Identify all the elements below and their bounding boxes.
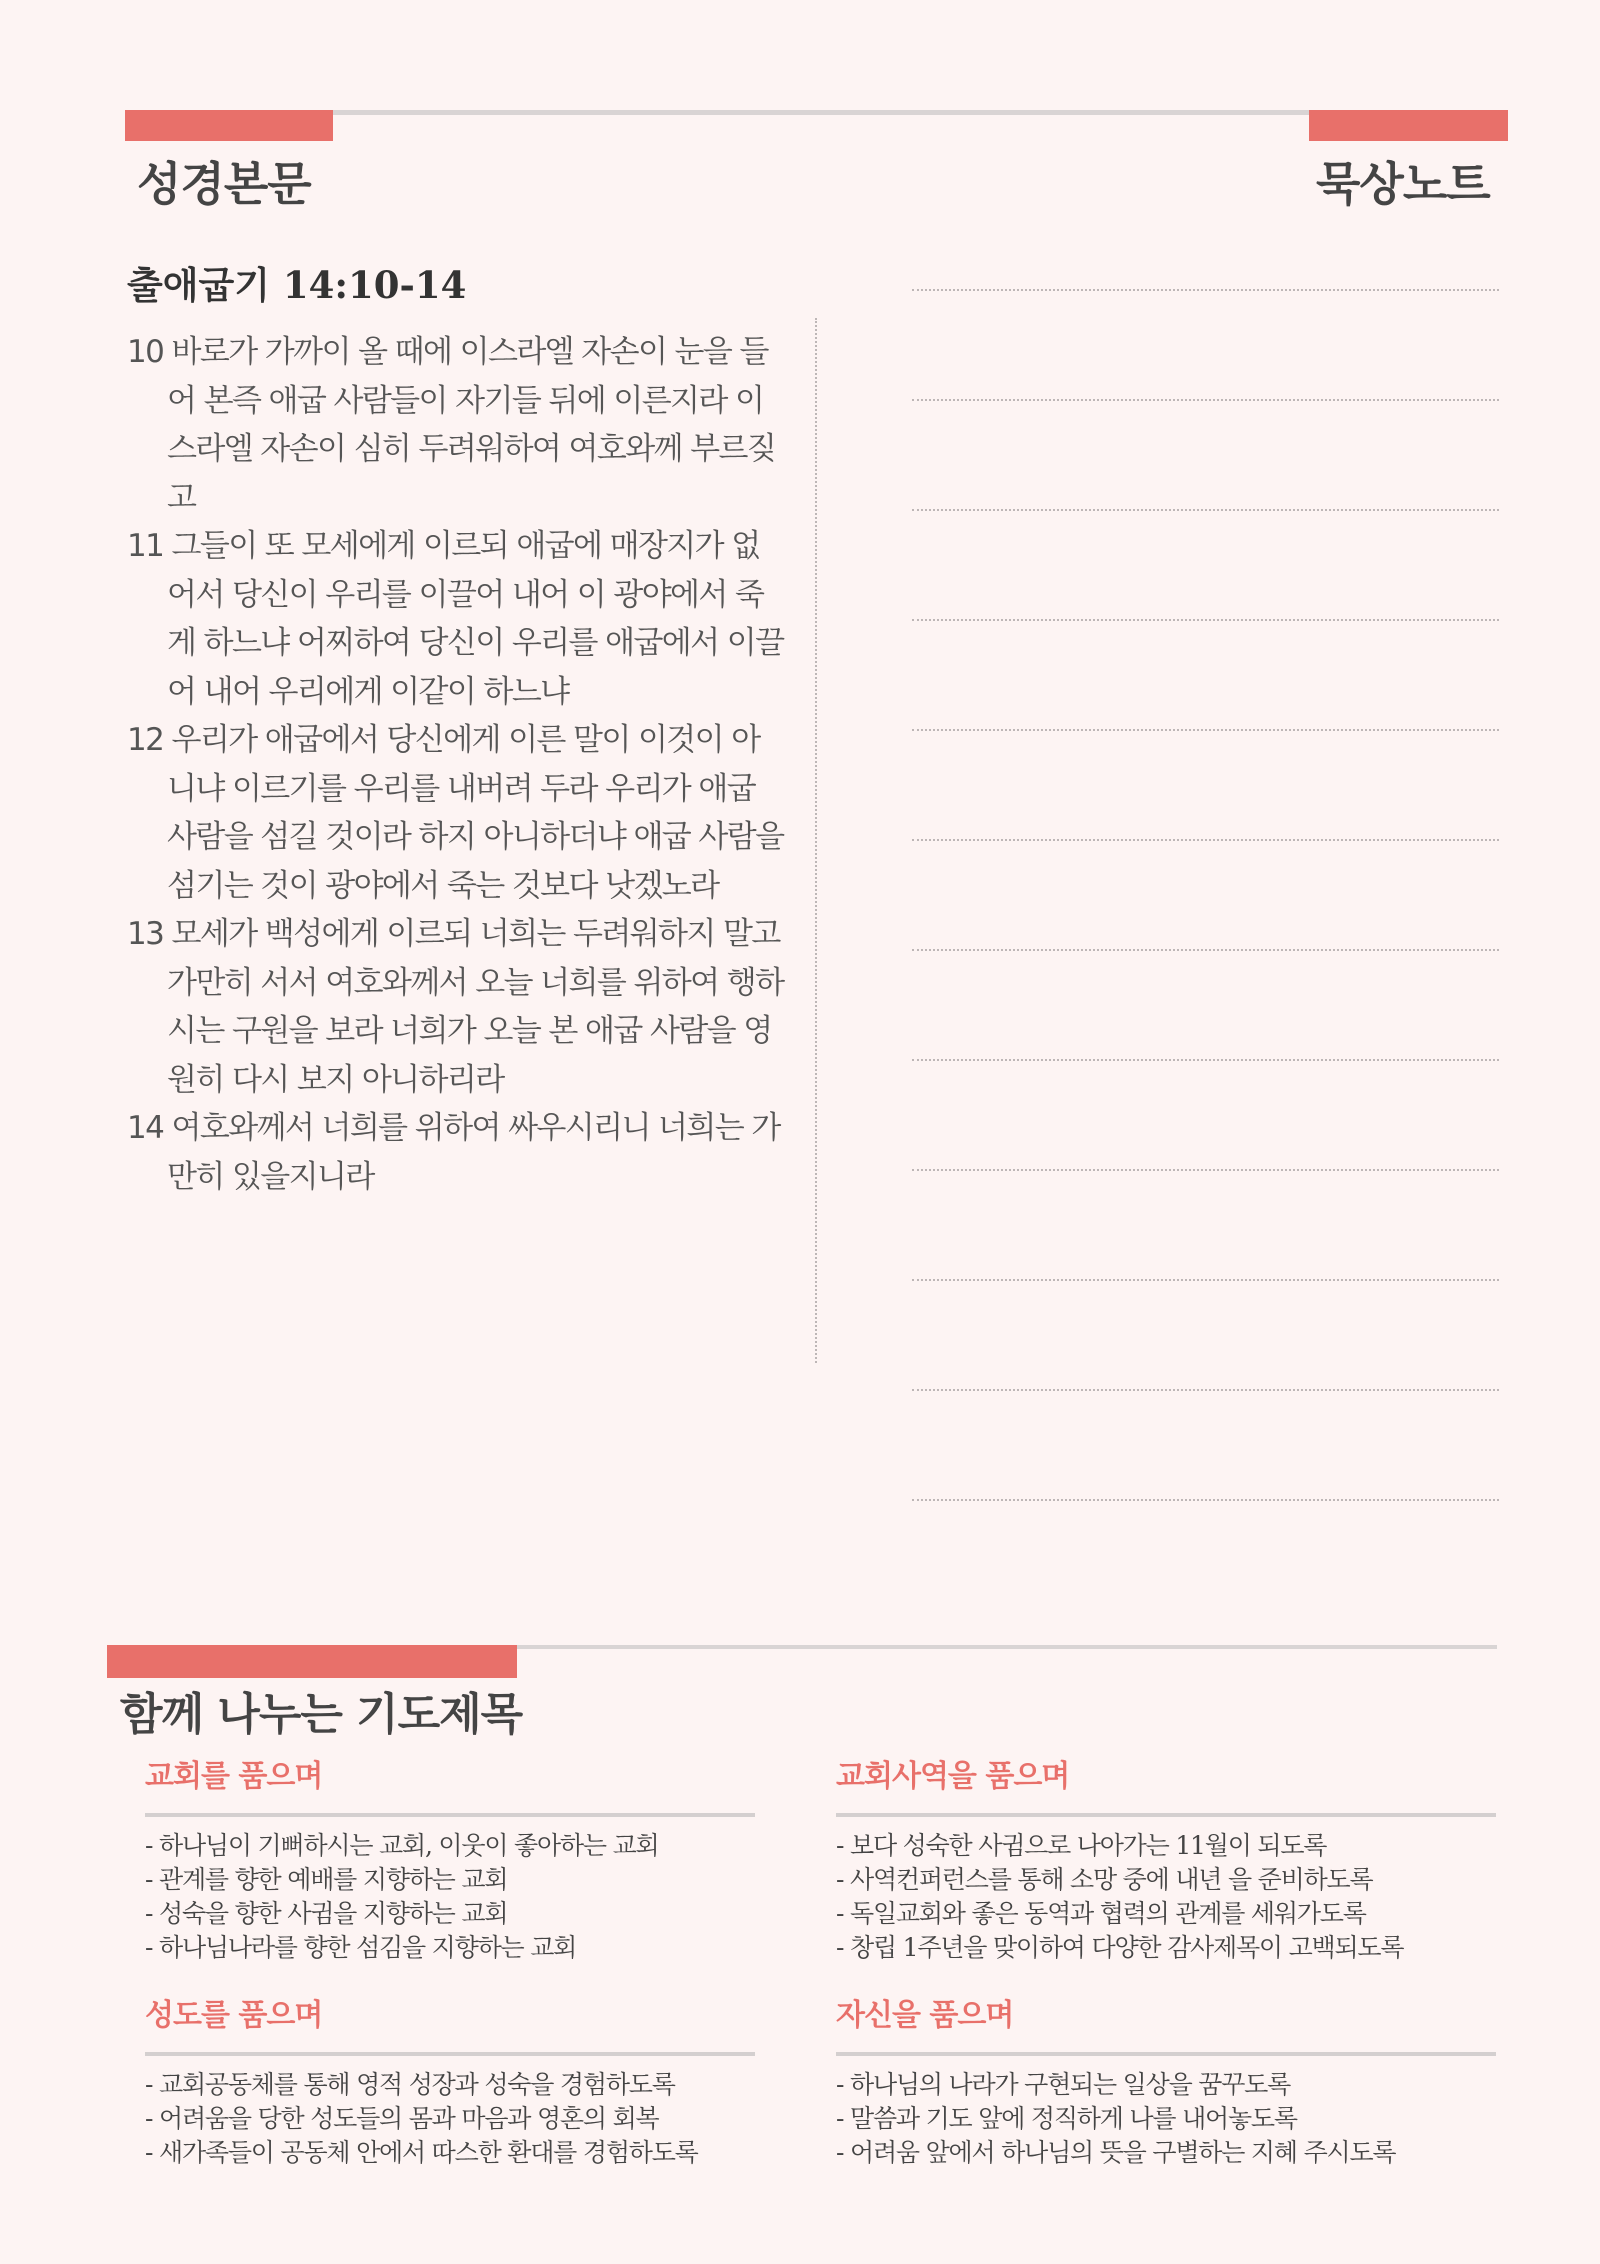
prayer-item: - 창립 1주년을 맞이하여 다양한 감사제목이 고백되도록 — [836, 1933, 1404, 1962]
prayer-item: - 관계를 향한 예배를 지향하는 교회 — [145, 1865, 508, 1894]
prayer-list — [145, 1829, 755, 1965]
prayer-item: - 어려움 앞에서 하나님의 뜻을 구별하는 지혜 주시도록 — [836, 2138, 1396, 2167]
note-line — [912, 729, 1499, 731]
prayer-section-title: 함께 나누는 기도제목 — [120, 1689, 523, 1740]
verse: 14 여호와께서 너희를 위하여 싸우시리니 너희는 가만히 있을지니라 — [127, 1110, 780, 1195]
prayer-item: - 하나님나라를 향한 섬김을 지향하는 교회 — [145, 1933, 577, 1962]
note-line — [912, 949, 1499, 951]
scripture-text — [127, 328, 787, 1201]
column-divider — [815, 318, 817, 1363]
section-accent-bar — [125, 110, 333, 141]
meditation-note-title: 묵상노트 — [1316, 157, 1490, 211]
prayer-group-ministry — [836, 1755, 1496, 1965]
note-line — [912, 1059, 1499, 1061]
note-line — [912, 1499, 1499, 1501]
prayer-list — [145, 2068, 755, 2170]
section-accent-bar — [107, 1645, 517, 1678]
verse: 13 모세가 백성에게 이르되 너희는 두려워하지 말고 가만히 서서 여호와께서 오늘 너희를 위하여 행하시는 구원을 보라 너희가 오늘 본 애굽 사람을 영원히 다시 보지 아니하리라 — [127, 916, 784, 1098]
prayer-group-divider — [145, 1813, 755, 1817]
prayer-item: - 하나님의 나라가 구현되는 일상을 꿈꾸도록 — [836, 2070, 1291, 2099]
prayer-item: - 어려움을 당한 성도들의 몸과 마음과 영혼의 회복 — [145, 2104, 659, 2133]
scripture-section-title: 성경본문 — [137, 157, 311, 211]
verse: 11 그들이 또 모세에게 이르되 애굽에 매장지가 없어서 당신이 우리를 이끌어 내어 이 광야에서 죽게 하느냐 어찌하여 당신이 우리를 애굽에서 이끌어 내어 우리에게 이같이 하느냐 — [127, 528, 784, 710]
prayer-item: - 교회공동체를 통해 영적 성장과 성숙을 경험하도록 — [145, 2070, 675, 2099]
prayer-group-title: 성도를 품으며 — [145, 1998, 323, 2033]
prayer-list — [836, 1829, 1496, 1965]
note-line — [912, 619, 1499, 621]
prayer-group-members — [145, 1994, 755, 2170]
prayer-item: - 독일교회와 좋은 동역과 협력의 관계를 세워가도록 — [836, 1899, 1366, 1928]
prayer-item: - 성숙을 향한 사귐을 지향하는 교회 — [145, 1899, 508, 1928]
verse: 12 우리가 애굽에서 당신에게 이른 말이 이것이 아니냐 이르기를 우리를 내버려 두라 우리가 애굽 사람을 섬길 것이라 하지 아니하더냐 애굽 사람을 섬기는 것이 광야에서 죽는 것보다 낫겠노라 — [127, 722, 784, 904]
note-line — [912, 289, 1499, 291]
prayer-item: - 하나님이 기뻐하시는 교회, 이웃이 좋아하는 교회 — [145, 1831, 659, 1860]
prayer-item: - 보다 성숙한 사귐으로 나아가는 11월이 되도록 — [836, 1831, 1327, 1860]
prayer-group-title: 교회를 품으며 — [145, 1759, 323, 1794]
prayer-item: - 말씀과 기도 앞에 정직하게 나를 내어놓도록 — [836, 2104, 1297, 2133]
section-accent-bar — [1309, 110, 1508, 141]
note-line — [912, 839, 1499, 841]
note-line — [912, 1169, 1499, 1171]
prayer-group-divider — [145, 2052, 755, 2056]
prayer-list — [836, 2068, 1496, 2170]
prayer-item: - 새가족들이 공동체 안에서 따스한 환대를 경험하도록 — [145, 2138, 698, 2167]
verse: 10 바로가 가까이 올 때에 이스라엘 자손이 눈을 들어 본즉 애굽 사람들이 자기들 뒤에 이른지라 이스라엘 자손이 심히 두려워하여 여호와께 부르짖고 — [127, 334, 776, 516]
prayer-group-divider — [836, 2052, 1496, 2056]
note-line — [912, 509, 1499, 511]
prayer-item: - 사역컨퍼런스를 통해 소망 중에 내년 을 준비하도록 — [836, 1865, 1373, 1894]
note-line — [912, 399, 1499, 401]
prayer-group-title: 교회사역을 품으며 — [836, 1759, 1070, 1794]
prayer-group-church — [145, 1755, 755, 1965]
note-line — [912, 1279, 1499, 1281]
prayer-group-divider — [836, 1813, 1496, 1817]
prayer-group-title: 자신을 품으며 — [836, 1998, 1014, 2033]
scripture-reference: 출애굽기 14:10-14 — [127, 263, 467, 307]
prayer-group-self — [836, 1994, 1496, 2170]
note-line — [912, 1389, 1499, 1391]
